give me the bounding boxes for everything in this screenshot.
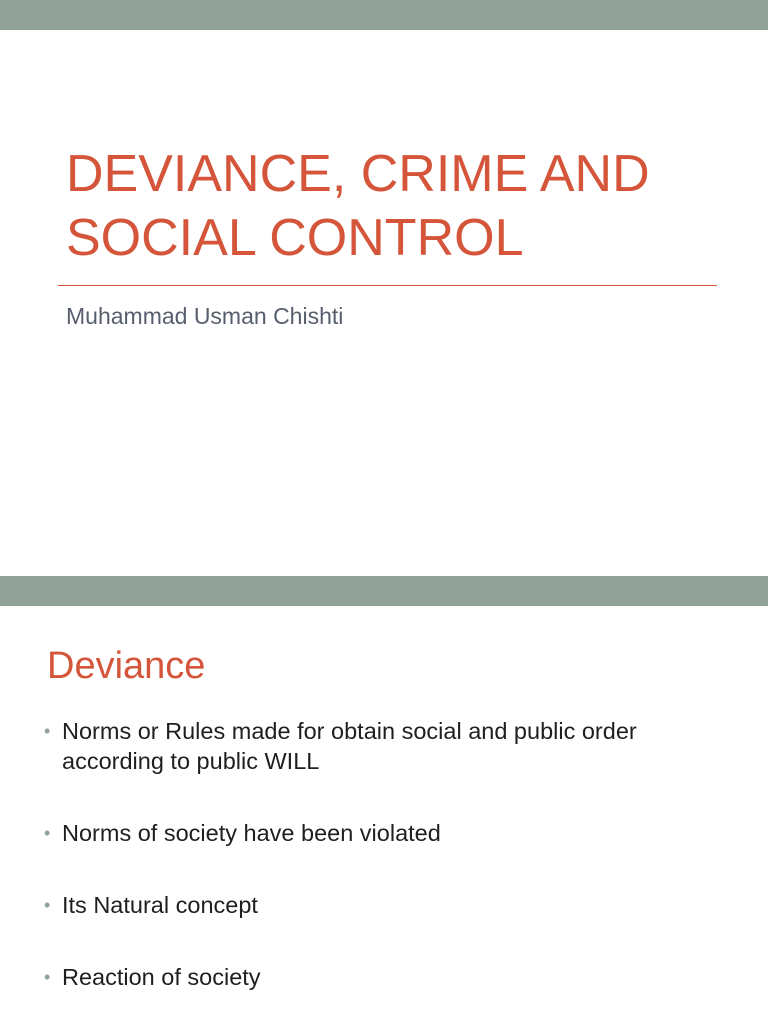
bullet-list xyxy=(44,716,724,992)
content-slide xyxy=(0,576,768,1024)
slide-title: Deviance xyxy=(47,645,206,687)
bullet-text: Norms of society have been violated xyxy=(62,820,441,846)
bullet-item xyxy=(44,818,724,848)
bullet-icon: • xyxy=(44,895,51,915)
bullet-icon: • xyxy=(44,967,51,987)
slide-title: DEVIANCE, CRIME AND SOCIAL CONTROL xyxy=(66,145,650,267)
title-underline xyxy=(58,285,717,286)
slide-subtitle: Muhammad Usman Chishti xyxy=(66,303,344,329)
slide-top-band xyxy=(0,0,768,30)
bullet-item xyxy=(44,890,724,920)
bullet-item xyxy=(44,962,724,992)
slide-top-band xyxy=(0,576,768,606)
bullet-icon: • xyxy=(44,823,51,843)
bullet-text: Norms or Rules made for obtain social and public order according to public WILL xyxy=(62,718,637,774)
bullet-icon: • xyxy=(44,721,51,741)
bullet-item xyxy=(44,716,724,776)
bullet-text: Reaction of society xyxy=(62,964,261,990)
bullet-text: Its Natural concept xyxy=(62,892,258,918)
